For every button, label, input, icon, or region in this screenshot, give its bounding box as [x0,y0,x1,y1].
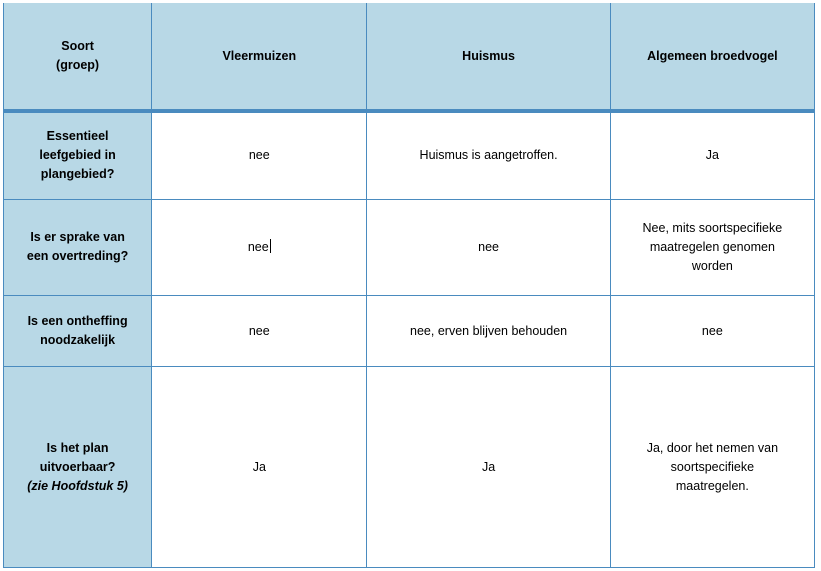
cell-house-sparrow: Huismus is aangetroffen. [367,111,610,199]
row-label-violation [4,199,152,295]
text-cursor [270,239,271,253]
cell-text-line: Ja, door het nemen van [646,440,779,455]
cell-bats: nee [152,111,367,199]
header-group-label: (groep) [56,58,100,72]
table-header-row [4,3,815,111]
cell-bats: Ja [152,367,367,568]
row-label-line: een overtreding? [26,249,129,264]
cell-text-line: maatregelen genomen [649,239,775,254]
row-label-line: noodzakelijk [40,333,116,348]
row-label-line: uitvoerbaar? [39,459,116,474]
row-label-line: Is een ontheffing [27,314,128,329]
header-species-label: Soort [61,39,94,53]
cell-bats-editing[interactable] [152,199,367,295]
cell-house-sparrow: nee, erven blijven behouden [367,295,610,367]
cell-breeding-birds [610,367,814,568]
cell-breeding-birds [610,199,814,295]
cell-bats-text: nee [247,239,269,254]
row-label-line: Is het plan [46,440,109,455]
species-assessment-table [3,3,815,568]
row-label-line: Essentieel [46,129,109,144]
header-breeding-birds: Algemeen broedvogel [610,3,814,111]
cell-house-sparrow: nee [367,199,610,295]
row-label-feasibility [4,367,152,568]
cell-text-line: Nee, mits soortspecifieke [642,220,783,235]
row-label-exemption [4,295,152,367]
header-species-group [4,3,152,111]
cell-text-line: worden [691,258,733,273]
table-row [4,367,815,568]
row-label-line: Is er sprake van [30,230,125,245]
table-row [4,295,815,367]
cell-text-line: nee [701,323,723,338]
row-label-line: leefgebied in [39,148,116,163]
cell-house-sparrow: Ja [367,367,610,568]
row-label-line: plangebied? [40,167,115,182]
cell-bats: nee [152,295,367,367]
row-label-essential-habitat [4,111,152,199]
document-page [3,3,815,568]
header-bats: Vleermuizen [152,3,367,111]
cell-breeding-birds [610,295,814,367]
chapter-reference-note: (zie Hoofdstuk 5) [27,478,128,493]
cell-breeding-birds [610,111,814,199]
table-row [4,111,815,199]
cell-text-line: Ja [705,148,719,163]
cell-text-line: maatregelen. [675,478,749,493]
table-row [4,199,815,295]
cell-text-line: soortspecifieke [670,459,755,474]
header-house-sparrow: Huismus [367,3,610,111]
